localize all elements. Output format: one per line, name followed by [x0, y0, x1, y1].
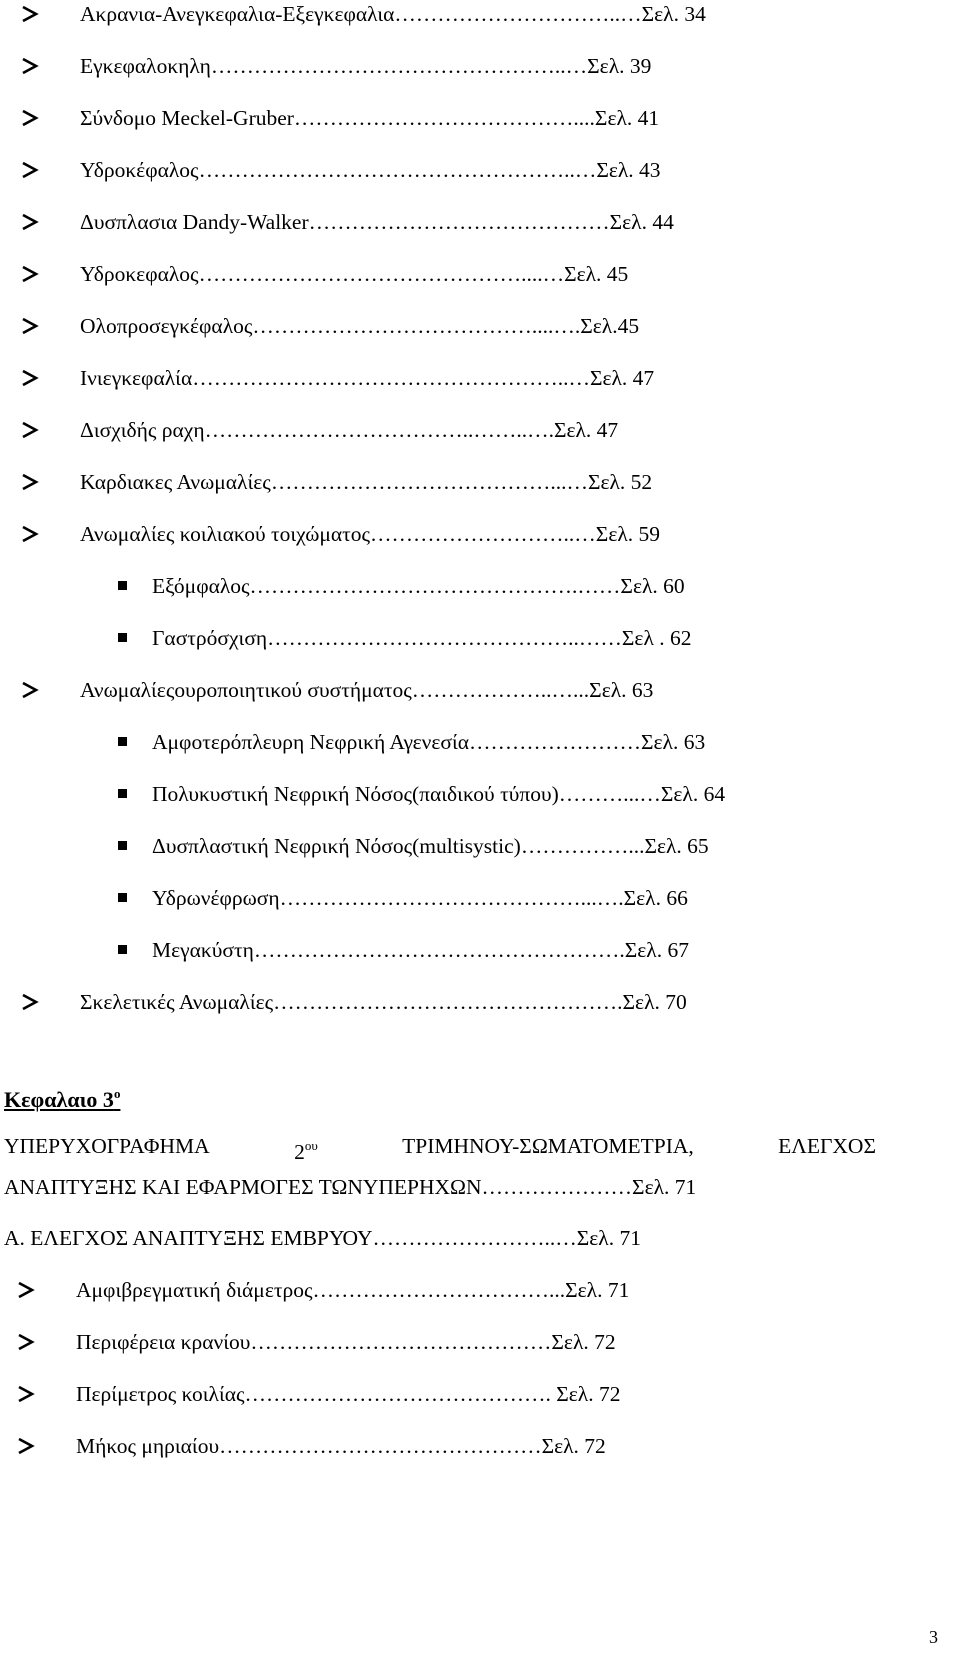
arrow-bullet-icon [16, 1332, 36, 1352]
toc-entry: Περιφέρεια κρανίου……………………………………Σελ. 72 [76, 1330, 616, 1354]
arrow-bullet-icon [20, 680, 40, 700]
toc-entry: Υδροκέφαλος……………………………………………..…Σελ. 43 [80, 158, 661, 182]
arrow-bullet-icon [20, 420, 40, 440]
arrow-bullet-icon [20, 212, 40, 232]
arrow-bullet-icon [20, 992, 40, 1012]
chapter-title: Κεφαλαιο 3 [4, 1087, 114, 1112]
toc-entry: Ακρανια-Ανεγκεφαλια-Εξεγκεφαλια…………………………..…Σελ. 34 [80, 2, 706, 26]
arrow-bullet-icon [20, 108, 40, 128]
toc-entry: Ολοπροσεγκέφαλος…………………………………....….Σελ.45 [80, 314, 640, 338]
square-bullet-icon [118, 945, 127, 954]
toc-entry: Αμφοτερόπλευρη Νεφρική Αγενεσία……………………Σελ. 63 [152, 730, 706, 754]
arrow-bullet-icon [20, 264, 40, 284]
arrow-bullet-icon [20, 368, 40, 388]
square-bullet-icon [118, 737, 127, 746]
subtitle-word: $2^{o\upsilon}$ [294, 1138, 318, 1164]
toc-entry: Ινιεγκεφαλία……………………………………………..…Σελ. 47 [80, 366, 655, 390]
toc-entry: Υδρωνέφρωση……………………………………...….Σελ. 66 [152, 886, 688, 910]
arrow-bullet-icon [20, 472, 40, 492]
subtitle-word: ΤΡΙΜΗΝΟΥ-ΣΩΜΑΤΟΜΕΤΡΙΑ, [402, 1134, 694, 1158]
arrow-bullet-icon [16, 1436, 36, 1456]
arrow-bullet-icon [16, 1384, 36, 1404]
toc-entry: Υδροκεφαλος………………………………………....…Σελ. 45 [80, 262, 629, 286]
toc-entry: Μεγακύστη…………………………………………….Σελ. 67 [152, 938, 689, 962]
chapter-title-superscript: ο [113, 1086, 121, 1101]
toc-entry: Περίμετρος κοιλίας……………………………………. Σελ. 72 [76, 1382, 621, 1406]
page-number: 3 [929, 1627, 938, 1647]
toc-entry: Εξόμφαλος……………………………………….……Σελ. 60 [152, 574, 685, 598]
toc-entry: Σκελετικές Ανωμαλίες………………………………………….Σελ. 70 [80, 990, 687, 1014]
toc-entry: Εγκεφαλοκηλη…………………………………………..…Σελ. 39 [80, 54, 652, 78]
toc-entry: Αμφιβρεγματική διάμετρος……………………………...Σελ. 71 [76, 1278, 630, 1302]
square-bullet-icon [118, 789, 127, 798]
subtitle-word: ΥΠΕΡΥΧΟΓΡΑΦΗΜΑ [4, 1134, 210, 1158]
toc-entry: Σύνδομο Meckel-Gruber…………………………………....Σελ. 41 [80, 106, 660, 130]
toc-entry: Ανωμαλίες κοιλιακού τοιχώματος………………………..…Σελ. 59 [80, 522, 661, 546]
toc-entry: Δυσπλασια Dandy-Walker……………………………………Σελ. 44 [80, 210, 674, 234]
arrow-bullet-icon [20, 316, 40, 336]
arrow-bullet-icon [20, 160, 40, 180]
arrow-bullet-icon [16, 1280, 36, 1300]
square-bullet-icon [118, 633, 127, 642]
toc-entry: Γαστρόσχιση……………………………………..……Σελ . 62 [152, 626, 692, 650]
chapter-subtitle-line-2: ΑΝΑΠΤΥΞΗΣ ΚΑΙ ΕΦΑΡΜΟΓΕΣ ΤΩΝΥΠΕΡΗΧΩΝ…………………Σελ. 71 [4, 1175, 697, 1199]
toc-entry: Ανωμαλίεςουροποιητικού συστήματος………………..…...Σελ. 63 [80, 678, 654, 702]
toc-entry: Δισχιδής ραχη………………………………..……..….Σελ. 47 [80, 418, 619, 442]
chapter-heading [4, 1080, 120, 1114]
section-a-entry: Α. ΕΛΕΓΧΟΣ ΑΝΑΠΤΥΞΗΣ ΕΜΒΡΥΟΥ……………………..…Σελ. 71 [4, 1226, 641, 1250]
subtitle-word: ΕΛΕΓΧΟΣ [778, 1134, 876, 1158]
chapter-subtitle-line-1 [4, 1132, 876, 1166]
toc-entry: Καρδιακες Ανωμαλίες…………………………………...…Σελ. 52 [80, 470, 653, 494]
square-bullet-icon [118, 841, 127, 850]
square-bullet-icon [118, 893, 127, 902]
arrow-bullet-icon [20, 56, 40, 76]
square-bullet-icon [118, 581, 127, 590]
toc-entry: Μήκος μηριαίου………………………………………Σελ. 72 [76, 1434, 606, 1458]
toc-entry: Δυσπλαστική Νεφρική Νόσος(multisystic)……………...Σελ. 65 [152, 834, 709, 858]
arrow-bullet-icon [20, 524, 40, 544]
toc-entry: Πολυκυστική Νεφρική Νόσος(παιδικού τύπου)………...…Σελ. 64 [152, 782, 726, 806]
arrow-bullet-icon [20, 4, 40, 24]
